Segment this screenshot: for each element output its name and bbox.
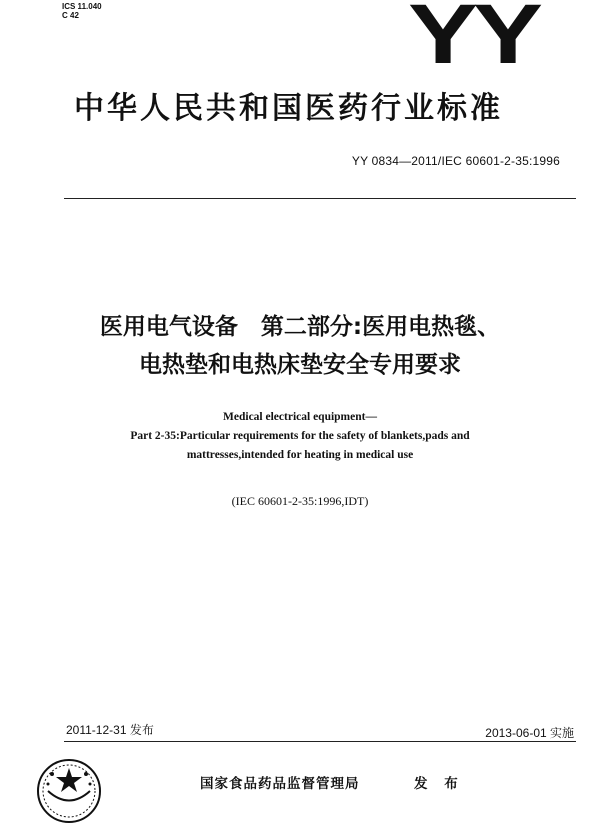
implementation-date: 2013-06-01 实施 bbox=[485, 726, 574, 740]
chinese-title-line-2: 电热垫和电热床垫安全专用要求 bbox=[139, 352, 461, 378]
header-divider bbox=[64, 198, 576, 199]
issue-date: 2011-12-31 发布 bbox=[66, 723, 154, 737]
ics-code: ICS 11.040 bbox=[62, 2, 102, 11]
standard-number: YY 0834—2011/IEC 60601-2-35:1996 bbox=[351, 154, 560, 168]
publisher-name: 国家食品药品监督管理局 bbox=[200, 776, 360, 792]
english-title-line-1: Medical electrical equipment— bbox=[223, 411, 377, 423]
national-emblem-seal-icon bbox=[36, 758, 102, 824]
iec-equivalence: (IEC 60601-2-35:1996,IDT) bbox=[231, 494, 369, 508]
ics-code-block bbox=[62, 2, 102, 20]
chinese-title bbox=[0, 308, 600, 384]
yy-logo: YY bbox=[408, 0, 539, 81]
footer-divider bbox=[64, 741, 576, 742]
english-title-line-3: mattresses,intended for heating in medical use bbox=[186, 449, 414, 461]
ccs-code: C 42 bbox=[62, 11, 79, 20]
org-standard-title: 中华人民共和国医药行业标准 bbox=[74, 91, 503, 126]
english-title-line-2: Part 2-35:Particular requirements for the safety of blankets,pads and bbox=[130, 430, 470, 442]
publish-label: 发 布 bbox=[414, 776, 464, 792]
chinese-title-line-1: 医用电气设备 第二部分:医用电热毯、 bbox=[99, 314, 501, 340]
english-title bbox=[0, 408, 600, 465]
